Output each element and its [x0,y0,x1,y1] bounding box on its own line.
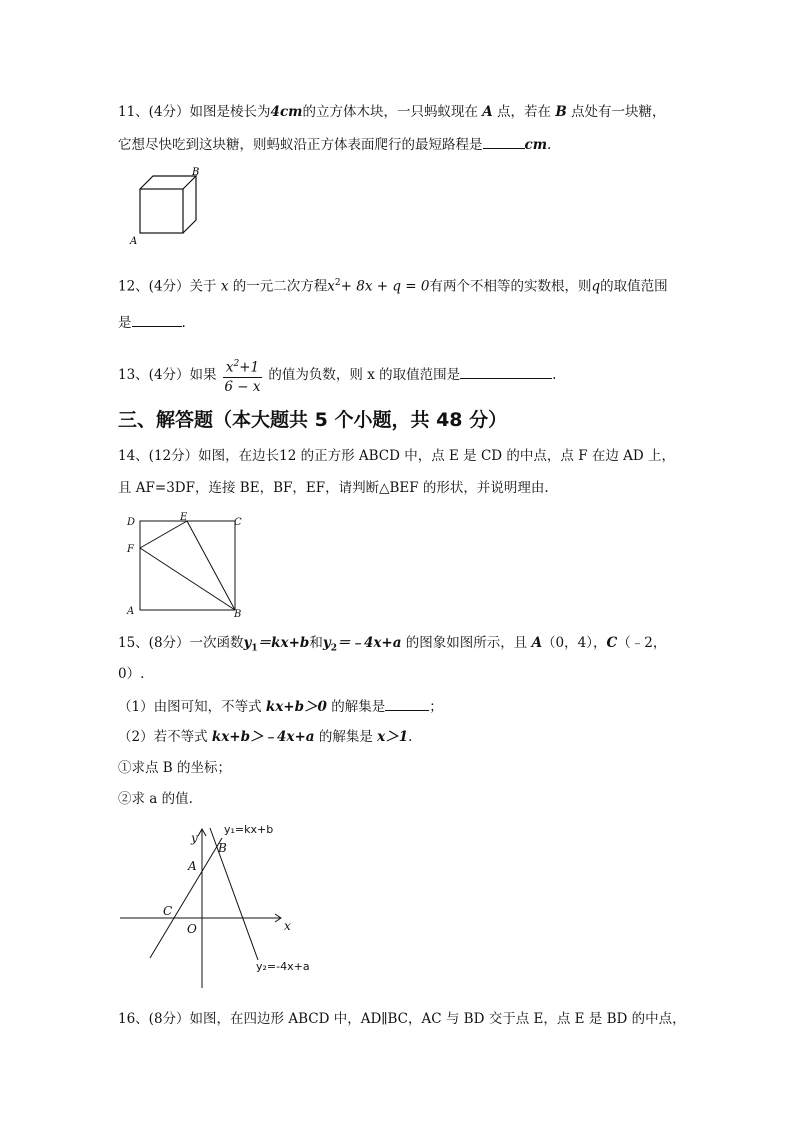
q15-answer-blank[interactable] [385,696,429,711]
point-b-label: B [218,841,227,855]
q14-line2: 且 AF=3DF，连接 BE，BF，EF，请判断△BEF 的形状，并说明理由. [118,480,549,496]
cube-front-face [140,189,183,233]
point-c-label: C [163,904,173,918]
square-abcd [140,521,235,610]
cube-top-face [140,176,196,189]
label-e: E [180,512,188,523]
q12-answer-blank[interactable] [132,312,182,327]
origin-label: O [187,922,197,936]
q15-line2: 0）. [118,666,145,682]
q12-line1: 12、(4分）关于 x 的一元二次方程$x^2+ 8x + q = 0$有两个不相等的实数根，则q的取值范围 [118,278,668,295]
cube-label-b: B [192,167,200,178]
cube-label-a: A [130,236,138,247]
q11-line1: 11、(4分）如图是棱长为4cm的立方体木块，一只蚂蚁现在 A 点，若在 B 点处有一块糖， [118,104,666,120]
q13-fraction: $\frac{x^2+1}{6 - x}$ [223,355,262,396]
label-c: C [234,517,242,528]
q12-line2: 是 . [118,312,186,333]
segment-bf [140,548,235,610]
section-title: 三、解答题（本大题共 5 个小题，共 48 分） [118,409,508,431]
line-y1 [150,838,222,958]
segment-be [187,521,235,610]
q11-line2: 它想尽快吃到这块糖，则蚂蚁沿正方体表面爬行的最短路程是 cm. [118,134,551,155]
q15-line1: 15、(8分）一次函数$y_1=kx+b$和$y_2=﹣4x+a$ 的图象如图所示，且 A（0，4），C（﹣2， [118,635,667,654]
line-y2-label: y₂=-4x+a [256,960,310,973]
q13-line: 13、(4分）如果 $\frac{x^2+1}{6 - x}$ 的值为负数，则 x 的取值范围是 . [118,355,556,396]
label-b: B [234,609,242,620]
q15-sub2: ②求 a 的值. [118,791,193,807]
q13-answer-blank[interactable] [460,364,552,379]
q15-graph-figure [118,818,328,990]
label-f: F [127,544,134,555]
x-axis-label: x [284,919,291,933]
y-axis-label: y [191,831,198,845]
q11-answer-blank[interactable] [483,134,525,149]
q15-part1: （1）由图可知，不等式 kx+b＞0 的解集是 ； [118,696,443,717]
q15-part2: （2）若不等式 kx+b＞﹣4x+a 的解集是 x＞1. [118,729,413,745]
q14-square-figure [124,510,248,620]
segment-ef [140,521,187,548]
label-a: A [127,606,135,617]
q11-cube-figure [128,164,218,250]
q14-line1: 14、(12分）如图，在边长12 的正方形 ABCD 中，点 E 是 CD 的中点，点 F 在边 AD 上， [118,448,676,464]
q16-line1: 16、(8分）如图，在四边形 ABCD 中，AD∥BC，AC 与 BD 交于点 E，点 E 是 BD 的中点， [118,1011,686,1027]
line-y1-label: y₁=kx+b [224,823,274,836]
label-d: D [127,517,136,528]
q15-sub1: ①求点 B 的坐标； [118,760,232,776]
cube-side-face [183,176,196,233]
point-a-label: A [188,859,197,873]
